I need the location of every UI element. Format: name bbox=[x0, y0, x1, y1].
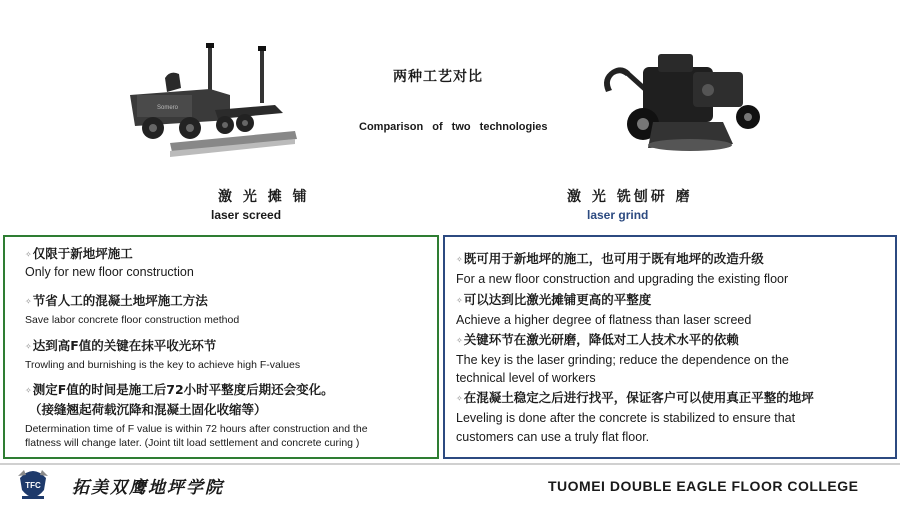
grind-item-3-en: The key is the laser grinding; reduce the dependence on the bbox=[456, 353, 789, 367]
bullet-icon: ✧ bbox=[456, 335, 463, 345]
bullet-icon: ✧ bbox=[25, 249, 32, 259]
laser-screed-caption-cn: 激 光 摊 铺 bbox=[218, 189, 310, 205]
bullet-icon: ✧ bbox=[25, 296, 32, 306]
grind-item-4-cn: ✧在混凝土稳定之后进行找平，保证客户可以使用真正平整的地坪 bbox=[456, 390, 814, 405]
screed-item-4-cn-note: （接缝翘起荷载沉降和混凝土固化收缩等） bbox=[29, 402, 267, 417]
laser-screed-caption-en: laser screed bbox=[211, 208, 282, 222]
svg-text:Somero: Somero bbox=[157, 105, 179, 111]
screed-item-4-cn: ✧测定F值的时间是施工后72小时平整度后期还会变化。 bbox=[25, 382, 334, 397]
college-logo-icon bbox=[16, 464, 50, 504]
laser-grind-features-box bbox=[443, 235, 897, 459]
slide-title-cn: 两种工艺对比 bbox=[393, 69, 483, 85]
grind-item-3-en-2: technical level of workers bbox=[456, 371, 596, 385]
grind-item-4-en-2: customers can use a truly flat floor. bbox=[456, 430, 650, 444]
svg-text:TFC: TFC bbox=[25, 481, 41, 490]
screed-item-4-en: Determination time of F value is within 72 hours after construction and the bbox=[25, 423, 368, 435]
footer-divider bbox=[0, 463, 900, 465]
grind-item-3-cn: ✧关键环节在激光研磨，降低对工人技术水平的依赖 bbox=[456, 332, 739, 347]
screed-item-1-en: Only for new floor construction bbox=[25, 265, 194, 279]
grind-item-2-en: Achieve a higher degree of flatness than laser screed bbox=[456, 313, 752, 327]
screed-item-2-cn: ✧节省人工的混凝土地坪施工方法 bbox=[25, 293, 208, 308]
grind-item-1-cn: ✧既可用于新地坪的施工，也可用于既有地坪的改造升级 bbox=[456, 251, 764, 266]
laser-screed-features-box bbox=[3, 235, 439, 459]
bullet-icon: ✧ bbox=[456, 393, 463, 403]
laser-grind-caption-cn: 激 光 铣刨研 磨 bbox=[567, 189, 693, 205]
grind-item-1-en: For a new floor construction and upgrading the existing floor bbox=[456, 272, 789, 286]
screed-item-2-en: Save labor concrete floor construction method bbox=[25, 314, 240, 326]
grind-item-2-cn: ✧可以达到比激光摊铺更高的平整度 bbox=[456, 292, 652, 307]
screed-item-3-cn: ✧达到高F值的关键在抹平收光环节 bbox=[25, 338, 217, 353]
laser-grinder-machine-image bbox=[598, 42, 763, 157]
college-name-cn: 拓美双鹰地坪学院 bbox=[72, 478, 224, 498]
laser-screed-machine-image bbox=[125, 40, 300, 175]
laser-grind-caption-en: laser grind bbox=[587, 208, 649, 222]
bullet-icon: ✧ bbox=[456, 254, 463, 264]
screed-item-1-cn: ✧仅限于新地坪施工 bbox=[25, 246, 133, 261]
bullet-icon: ✧ bbox=[25, 341, 32, 351]
college-name-en: TUOMEI DOUBLE EAGLE FLOOR COLLEGE bbox=[548, 478, 859, 494]
bullet-icon: ✧ bbox=[456, 295, 463, 305]
screed-item-3-en: Trowling and burnishing is the key to achieve high F-values bbox=[25, 359, 301, 371]
screed-item-4-en-2: flatness will change later. (Joint tilt load settlement and concrete curing ) bbox=[25, 437, 360, 449]
grind-item-4-en: Leveling is done after the concrete is stabilized to ensure that bbox=[456, 411, 796, 425]
slide-title-en: Comparison of two technologies bbox=[359, 121, 548, 133]
bullet-icon: ✧ bbox=[25, 385, 32, 395]
